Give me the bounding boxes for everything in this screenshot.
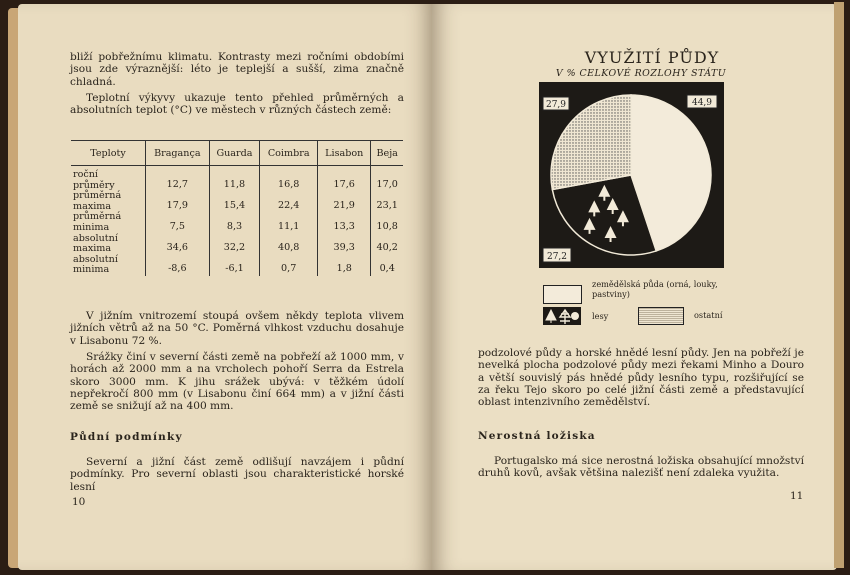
legend-label-agri: zemědělská půda (orná, louky, pastviny) [592,279,718,299]
slice-label-agri: 44,9 [691,98,713,108]
row-label [71,191,146,212]
table-cell: 32,2 [209,234,260,255]
table-cell: 23,1 [371,191,403,212]
table-row [71,212,403,233]
row-label [71,234,146,255]
chart-subtitle: V % CELKOVÉ ROZLOHY STÁTU [555,68,727,79]
row-label-line: maxima [73,243,112,255]
row-label [71,212,146,233]
table-cell: 16,8 [260,166,318,192]
row-label-line: absolutní [73,232,118,244]
left-para-4: Srážky činí v severní části země na pobřeží až 1000 mm, v horách až 2000 mm a na vrcholech pohoří Serra da Estrela skoro 3000 mm. K jihu srážek ubývá: v těžkém údolí nepřekročí 800 mm (v Lisabonu činí 664 mm) a v jižní části země se snižují až na 400 mm. [70,351,404,413]
legend-swatch-forest [543,307,581,325]
table-cell: 40,2 [371,234,403,255]
table-cell: 10,8 [371,212,403,233]
table-cell: -8,6 [146,255,210,276]
table-header: Coimbra [260,141,318,166]
left-heading: Půdní podmínky [70,431,183,443]
table-header: Beja [371,141,403,166]
row-label-line: průměry [73,179,115,191]
right-heading: Nerostná ložiska [478,430,596,442]
legend-swatch-agri [543,285,582,304]
slice-label-other: 27,9 [545,100,567,110]
table-header: Bragança [146,141,210,166]
table-cell: 22,4 [260,191,318,212]
right-para-1: podzolové půdy a horské hnědé lesní půdy. Jen na pobřeží je nevelká plocha podzolové půdy mezi řekami Minho a Douro a větší souvislý pás hnědé půdy lesního typu, rozšiřující se za řeku Tejo skoro po celé jižní části země a představující oblast intenzivního zemědělství. [478,347,804,409]
table-row [71,166,403,192]
row-label-line: minima [73,221,110,233]
right-para-2: Portugalsko má sice nerostná ložiska obsahující množství druhů kovů, avšak většina nalezišť není zdaleka využita. [478,455,804,480]
table-header: Teploty [71,141,146,166]
row-label-line: absolutní [73,253,118,265]
legend-label-forest: lesy [592,311,609,321]
table-header: Guarda [209,141,260,166]
row-label-line: roční [73,169,98,180]
legend-label-other: ostatní [694,310,723,320]
page-number-right: 11 [790,490,804,502]
page-edge-right [834,2,844,568]
row-label-line: průměrná [73,211,122,223]
row-label [71,166,146,192]
page-number-left: 10 [72,496,86,508]
right-page [432,4,837,570]
table-cell: 7,5 [146,212,210,233]
chart-title: VYUŽITÍ PŮDY [584,48,720,67]
table-cell: -6,1 [209,255,260,276]
table-header-row [71,141,403,166]
left-para-1: bliží pobřežnímu klimatu. Kontrasty mezi ročními obdobími jsou zde výraznější: léto je teplejší a sušší, zima značně chladná. [70,51,404,88]
row-label [71,255,146,276]
table-cell: 39,3 [318,234,371,255]
table-cell: 15,4 [209,191,260,212]
table-cell: 21,9 [318,191,371,212]
table-cell: 17,6 [318,166,371,192]
table-cell: 1,8 [318,255,371,276]
table-cell: 8,3 [209,212,260,233]
row-label-line: minima [73,264,110,276]
table-row [71,191,403,212]
book-spread [8,0,844,575]
left-page [18,4,432,570]
temperature-table [71,140,403,276]
left-para-3: V jižním vnitrozemí stoupá ovšem někdy teplota vlivem jižních větrů až na 50 °C. Poměrná vlhkost vzduchu dosahuje v Lisabonu 72 %. [70,310,404,347]
table-cell: 13,3 [318,212,371,233]
table-cell: 12,7 [146,166,210,192]
table-row [71,255,403,276]
table-header: Lisabon [318,141,371,166]
slice-label-forest: 27,2 [546,252,568,262]
table-cell: 34,6 [146,234,210,255]
land-use-pie-chart [539,82,724,268]
table-cell: 11,8 [209,166,260,192]
left-para-5: Severní a jižní část země odlišují navzájem i půdní podmínky. Pro severní oblasti jsou charakteristické horské lesní [70,456,404,493]
table-cell: 11,1 [260,212,318,233]
row-label-line: průměrná [73,190,122,202]
table-cell: 40,8 [260,234,318,255]
row-label-line: maxima [73,200,112,212]
table-row [71,234,403,255]
legend-swatch-other [638,307,684,325]
left-para-2: Teplotní výkyvy ukazuje tento přehled průměrných a absolutních teplot (°C) ve městech v různých částech země: [70,92,404,117]
table-cell: 0,7 [260,255,318,276]
table-cell: 0,4 [371,255,403,276]
table-cell: 17,9 [146,191,210,212]
table-cell: 17,0 [371,166,403,192]
